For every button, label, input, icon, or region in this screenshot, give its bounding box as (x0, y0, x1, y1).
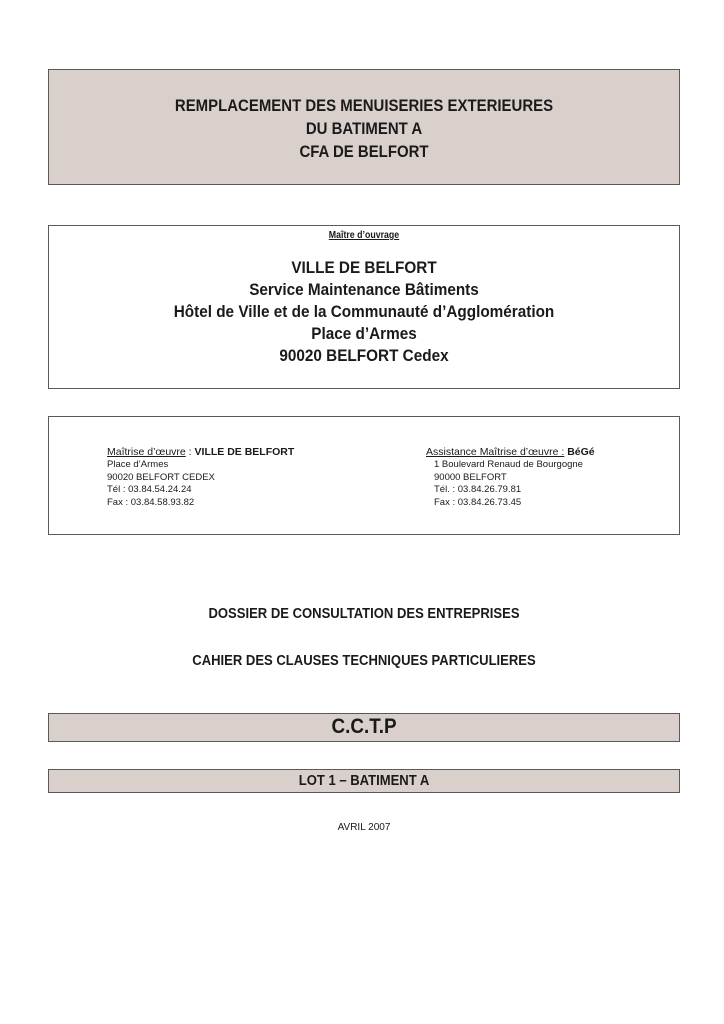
title-line: CFA DE BELFORT (299, 142, 429, 161)
owner-box (48, 225, 680, 389)
owner-label: Maître d’ouvrage (328, 230, 400, 241)
owner-line: Service Maintenance Bâtiments (249, 280, 479, 299)
document-date: AVRIL 2007 (337, 822, 391, 833)
assistance-heading (426, 445, 595, 459)
owner-details (49, 257, 679, 367)
address-line: 90000 BELFORT (434, 471, 507, 483)
dce-heading: DOSSIER DE CONSULTATION DES ENTREPRISES (208, 606, 520, 622)
project-manager-heading (107, 445, 294, 459)
lot-label: LOT 1 – BATIMENT A (298, 773, 430, 789)
project-manager-name: VILLE DE BELFORT (194, 446, 295, 458)
project-manager-role: Maîtrise d’œuvre (107, 446, 186, 458)
title-line: REMPLACEMENT DES MENUISERIES EXTERIEURES (174, 96, 554, 115)
phone-line: Tél. : 03.84.26.79.81 (434, 484, 522, 495)
address-line: 1 Boulevard Renaud de Bourgogne (434, 459, 583, 470)
title-box (48, 69, 680, 185)
contacts-box (48, 416, 680, 535)
owner-line: 90020 BELFORT Cedex (279, 346, 449, 365)
cctp-label: C.C.T.P (331, 715, 397, 738)
title-line: DU BATIMENT A (305, 119, 423, 138)
assistance-role: Assistance Maîtrise d’œuvre : (426, 446, 565, 458)
cctp-full-heading: CAHIER DES CLAUSES TECHNIQUES PARTICULIERES (192, 653, 536, 669)
fax-line: Fax : 03.84.58.93.82 (107, 496, 195, 508)
address-line: 90020 BELFORT CEDEX (107, 471, 215, 483)
assistance-name: BéGé (564, 446, 595, 458)
separator: : (185, 446, 195, 458)
owner-line: Hôtel de Ville et de la Communauté d’Agglomération (173, 302, 555, 321)
project-manager-contact (107, 445, 294, 509)
fax-line: Fax : 03.84.26.73.45 (434, 496, 522, 508)
phone-line: Tél : 03.84.54.24.24 (107, 484, 192, 495)
document-title (49, 94, 679, 163)
lot-box (48, 769, 680, 793)
assistance-contact (426, 445, 595, 509)
owner-line: VILLE DE BELFORT (291, 258, 437, 277)
owner-line: Place d’Armes (311, 324, 417, 343)
address-line: Place d’Armes (107, 459, 169, 470)
cctp-box (48, 713, 680, 742)
